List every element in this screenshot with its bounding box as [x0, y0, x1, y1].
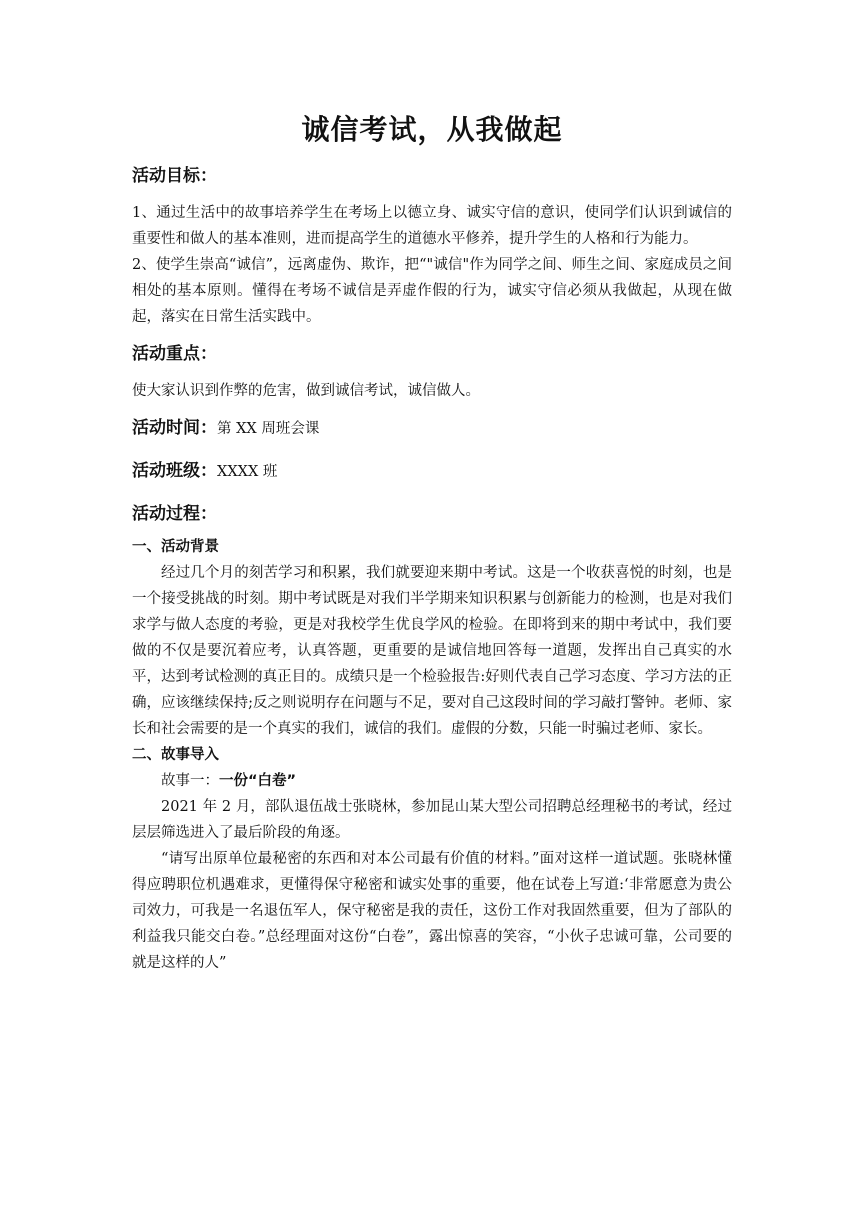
class-value: XXXX 班 [217, 464, 278, 480]
process-section [132, 500, 732, 976]
class-line [132, 457, 732, 486]
goal-item-1: 1、通过生活中的故事培养学生在考场上以德立身、诚实守信的意识，使同学们认识到诚信的重要性和做人的基本准则，进而提高学生的道德水平修养，提升学生的人格和行为能力。 [132, 205, 732, 247]
focus-text: 使大家认识到作弊的危害，做到诚信考试，诚信做人。 [132, 383, 480, 399]
story-title: 一份“白卷” [219, 773, 297, 789]
time-line [132, 414, 732, 443]
focus-heading: 活动重点： [132, 344, 217, 364]
time-label: 活动时间： [132, 418, 217, 438]
goal-item-2: 2、使学生崇高“诚信”，远离虚伪、欺诈，把“"诚信"作为同学之间、师生之间、家庭成员之间相处的基本原则。懂得在考场不诚信是弄虚作假的行为，诚实守信必须从我做起，从现在做起，落实在日常生活实践中。 [132, 257, 732, 325]
goal-section [132, 162, 732, 330]
story-label: 故事一： [161, 773, 219, 789]
section2-title: 二、故事导入 [132, 747, 219, 763]
document-body [132, 108, 732, 976]
time-value: 第 XX 周班会课 [217, 421, 320, 437]
document-title: 诚信考试，从我做起 [301, 113, 563, 146]
story-paragraph-1: 2021 年 2 月，部队退伍战士张晓林，参加昆山某大型公司招聘总经理秘书的考试，经过层层筛选进入了最后阶段的角逐。 [132, 799, 732, 841]
section1-title: 一、活动背景 [132, 539, 219, 555]
class-label: 活动班级： [132, 461, 217, 481]
story-paragraph-2: “请写出原单位最秘密的东西和对本公司最有价值的材料。”面对这样一道试题。张晓林懂得应聘职位机遇难求，更懂得保守秘密和诚实处事的重要，他在试卷上写道:‘非常愿意为贵公司效力，可我是一名退伍军人，保守秘密是我的责任，这份工作对我固然重要，但为了部队的利益我只能交白卷。”总经理面对这份“白卷”，露出惊喜的笑容，“小伙子忠诚可靠，公司要的就是这样的人” [132, 851, 732, 971]
process-heading: 活动过程： [132, 504, 217, 524]
focus-section [132, 340, 732, 404]
story-heading [132, 768, 732, 794]
section1-text: 经过几个月的刻苦学习和积累，我们就要迎来期中考试。这是一个收获喜悦的时刻，也是一个接受挑战的时刻。期中考试既是对我们半学期来知识积累与创新能力的检测，也是对我们求学与做人态度的考验，更是对我校学生优良学风的检验。在即将到来的期中考试中，我们要做的不仅是要沉着应考，认真答题，更重要的是诚信地回答每一道题，发挥出自己真实的水平，达到考试检测的真正目的。成绩只是一个检验报告:好则代表自己学习态度、学习方法的正确，应该继续保持;反之则说明存在问题与不足，要对自己这段时间的学习敲打警钟。老师、家长和社会需要的是一个真实的我们，诚信的我们。虚假的分数，只能一时骗过老师、家长。 [132, 565, 732, 737]
goal-heading: 活动目标： [132, 166, 217, 186]
